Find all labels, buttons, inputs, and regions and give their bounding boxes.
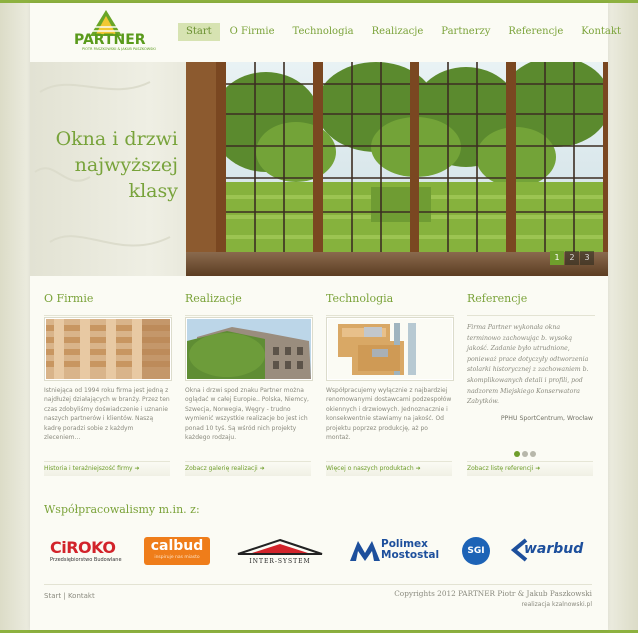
- arrow-right-icon: ➜: [535, 465, 541, 472]
- column-referencje: [467, 292, 595, 472]
- column-title: Technologia: [326, 292, 394, 305]
- column-text: Współpracujemy wyłącznie z najbardziej renomowanymi dostawcami podzespołów okiennych i drzwiowych. Jednoznacznie i konsekwentnie stawiamy na jakość. Od projektu poprzez produkcję, aż po montaż.: [326, 387, 452, 442]
- nav-item-partnerzy[interactable]: Partnerzy: [441, 26, 491, 37]
- logo-wordmark: PARTNER: [74, 32, 146, 48]
- products-link[interactable]: [326, 461, 452, 476]
- window-profile-photo: [328, 319, 452, 379]
- nav-item-start[interactable]: Start: [178, 23, 220, 41]
- divider: [326, 315, 454, 316]
- intersystem-roof-icon: [230, 538, 330, 556]
- footer-link-kontakt[interactable]: Kontakt: [67, 592, 95, 600]
- divider: [185, 315, 313, 316]
- link-label: Zobacz galerię realizacji: [185, 465, 258, 472]
- partners-logos: [44, 528, 592, 576]
- link-label: Więcej o naszych produktach: [326, 465, 414, 472]
- hero-title: Okna i drzwi najwyższej klasy: [55, 128, 178, 202]
- ciroko-sub: Przedsiębiorstwo Budowlane: [50, 557, 122, 563]
- arrow-right-icon: ➜: [415, 465, 421, 472]
- slide-dot-3[interactable]: 3: [580, 251, 594, 265]
- polimex-name: Polimex: [381, 538, 428, 550]
- column-title: Referencje: [467, 292, 528, 305]
- logo-tagline: PIOTR PASZKOWSKI & JAKUB PASZKOWSKI: [82, 47, 156, 51]
- testimonial-dot-1[interactable]: [514, 451, 520, 457]
- arrow-right-icon: ➜: [259, 465, 265, 472]
- nav-item-o-firmie[interactable]: O Firmie: [229, 26, 275, 37]
- footer-credit[interactable]: realizacja kzalnowski.pl: [521, 601, 592, 608]
- arrow-right-icon: ➜: [134, 465, 140, 472]
- footer-divider: [44, 584, 592, 585]
- partners-title: Współpracowalismy m.in. z:: [44, 503, 200, 516]
- footer-link-start[interactable]: Start: [44, 592, 62, 600]
- column-text: Okna i drzwi spod znaku Partner można oglądać w całej Europie.. Polska, Niemcy, Szwecja, Norwegia, Węgry - trudno wymienić wszystkie realizacje bo jest ich ponad 10 tyś. Są wśród nich projekty każdego rodzaju.: [185, 387, 309, 442]
- polimex-logo[interactable]: [350, 539, 446, 567]
- nav-item-realizacje[interactable]: Realizacje: [371, 26, 424, 37]
- calbud-sub: inspiruje nas miasto: [154, 555, 200, 560]
- testimonial-author: PPHU SportCentrum, Wrocław: [500, 415, 593, 422]
- hero-window-image: [186, 62, 608, 276]
- divider: [44, 315, 172, 316]
- intersystem-name: INTER-SYSTEM: [249, 558, 311, 565]
- calbud-logo[interactable]: [144, 537, 210, 565]
- intersystem-logo[interactable]: [230, 538, 330, 568]
- testimonial-dot-3[interactable]: [530, 451, 536, 457]
- profile-image: [326, 317, 454, 381]
- warbud-name: warbud: [524, 541, 584, 557]
- timber-image: [44, 317, 172, 381]
- nav-item-kontakt[interactable]: Kontakt: [581, 26, 621, 37]
- nav-item-technologia[interactable]: Technologia: [292, 26, 354, 37]
- slide-dot-2[interactable]: 2: [565, 251, 579, 265]
- column-title: O Firmie: [44, 292, 94, 305]
- column-o-firmie: [44, 292, 172, 472]
- ciroko-name: CiROKO: [50, 538, 116, 557]
- history-link[interactable]: [44, 461, 170, 476]
- column-realizacje: [185, 292, 313, 472]
- logo[interactable]: [70, 8, 156, 53]
- column-technologia: [326, 292, 454, 472]
- hero-slider: [30, 62, 608, 276]
- ciroko-logo[interactable]: [50, 538, 130, 563]
- mostostal-name: Mostostal: [381, 549, 440, 561]
- references-link[interactable]: [467, 461, 593, 476]
- testimonial-dot-2[interactable]: [522, 451, 528, 457]
- divider: [467, 315, 595, 316]
- warbud-logo[interactable]: [510, 538, 588, 564]
- gallery-link[interactable]: [185, 461, 311, 476]
- nav-item-referencje[interactable]: Referencje: [508, 26, 564, 37]
- sgi-logo[interactable]: [462, 537, 490, 565]
- window-photo: [186, 62, 608, 252]
- column-title: Realizacje: [185, 292, 242, 305]
- window-sill: [186, 252, 608, 276]
- main-nav: [178, 23, 631, 41]
- link-label: Zobacz listę referencji: [467, 465, 534, 472]
- slider-pager: [549, 251, 594, 265]
- sgi-name: SGI: [467, 546, 485, 556]
- footer-copyright: Copyrights 2012 PARTNER Piotr & Jakub Paszkowski: [394, 589, 592, 598]
- slide-dot-1[interactable]: 1: [550, 251, 564, 265]
- building-photo: [187, 319, 311, 379]
- building-image: [185, 317, 313, 381]
- calbud-name: calbud: [150, 538, 204, 554]
- column-text: Istniejąca od 1994 roku firma jest jedną z najdłużej działających w branży. Przez ten czas zdobyliśmy doświadczenie i uznanie naszych partnerów i klientów. Naszą kadrę poradzi sobie z każdym zleceniem...: [44, 387, 170, 442]
- timber-photo: [46, 319, 170, 379]
- polimex-mark-icon: [350, 539, 380, 563]
- testimonial-pager: [514, 451, 538, 457]
- link-label: Historia i teraźniejszość firmy: [44, 465, 133, 472]
- footer-separator: |: [63, 592, 66, 600]
- testimonial-quote: Firma Partner wykonała okna terminowo zachowując b. wysoką jakość. Zadanie było utrudnione, ponieważ prace dotyczyły odtworzenia stolarki historycznej z zachowaniem b. skomplikowanych detali i profili, pod nadzorem Miejskiego Konserwatora Zabytków.: [467, 324, 589, 406]
- footer-links: [44, 592, 95, 600]
